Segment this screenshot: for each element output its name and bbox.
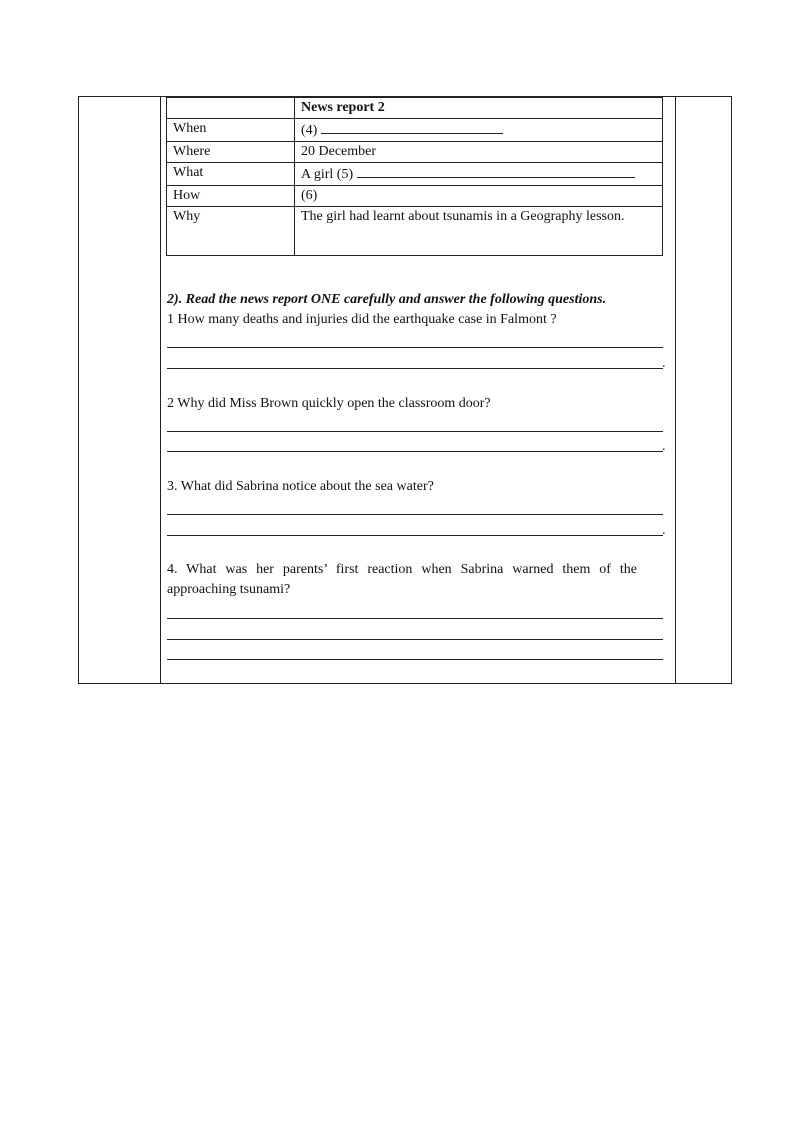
table-row-why [167,207,663,256]
answer-line[interactable] [167,618,663,619]
question-3: 3. What did Sabrina notice about the sea water? [167,479,434,494]
row-label: Why [167,207,295,256]
table-header [295,98,663,119]
table-row-where [167,142,663,163]
section-heading: 2). Read the news report ONE carefully and answer the following questions. [167,292,607,307]
line-period: . [662,356,666,371]
answer-line[interactable] [167,639,663,640]
table-header-text: News report 2 [301,100,385,115]
answer-line[interactable] [167,535,663,536]
row-value: 20 December [295,142,663,163]
column-divider-right [675,97,676,683]
answer-line[interactable] [167,514,663,515]
row-value-text: (4) [301,123,318,138]
table-header-row [167,98,663,119]
table-corner-cell [167,98,295,119]
row-value: (6) [295,186,663,207]
answer-blank[interactable] [357,163,635,178]
table-row-what [167,163,663,186]
line-period: . [662,523,666,538]
question-4: 4. What was her parents’ first reaction when Sabrina warned them of the approaching tsunami? [167,562,637,597]
answer-blank[interactable] [321,119,503,134]
question-1: 1 How many deaths and injuries did the earthquake case in Falmont ? [167,312,557,327]
answer-line[interactable] [167,347,663,348]
row-label: Where [167,142,295,163]
answer-line[interactable] [167,368,663,369]
answer-line[interactable] [167,431,663,432]
line-period: . [662,439,666,454]
row-label: What [167,163,295,186]
row-value [295,163,663,186]
row-value-text: A girl (5) [301,167,354,182]
row-label: When [167,119,295,142]
question-2: 2 Why did Miss Brown quickly open the classroom door? [167,396,491,411]
answer-line[interactable] [167,451,663,452]
table-row-how [167,186,663,207]
row-label: How [167,186,295,207]
row-value [295,119,663,142]
row-value: The girl had learnt about tsunamis in a Geography lesson. [295,207,663,256]
news-report-table [166,97,663,256]
answer-line[interactable] [167,659,663,660]
table-row-when [167,119,663,142]
column-divider-left [160,97,161,683]
